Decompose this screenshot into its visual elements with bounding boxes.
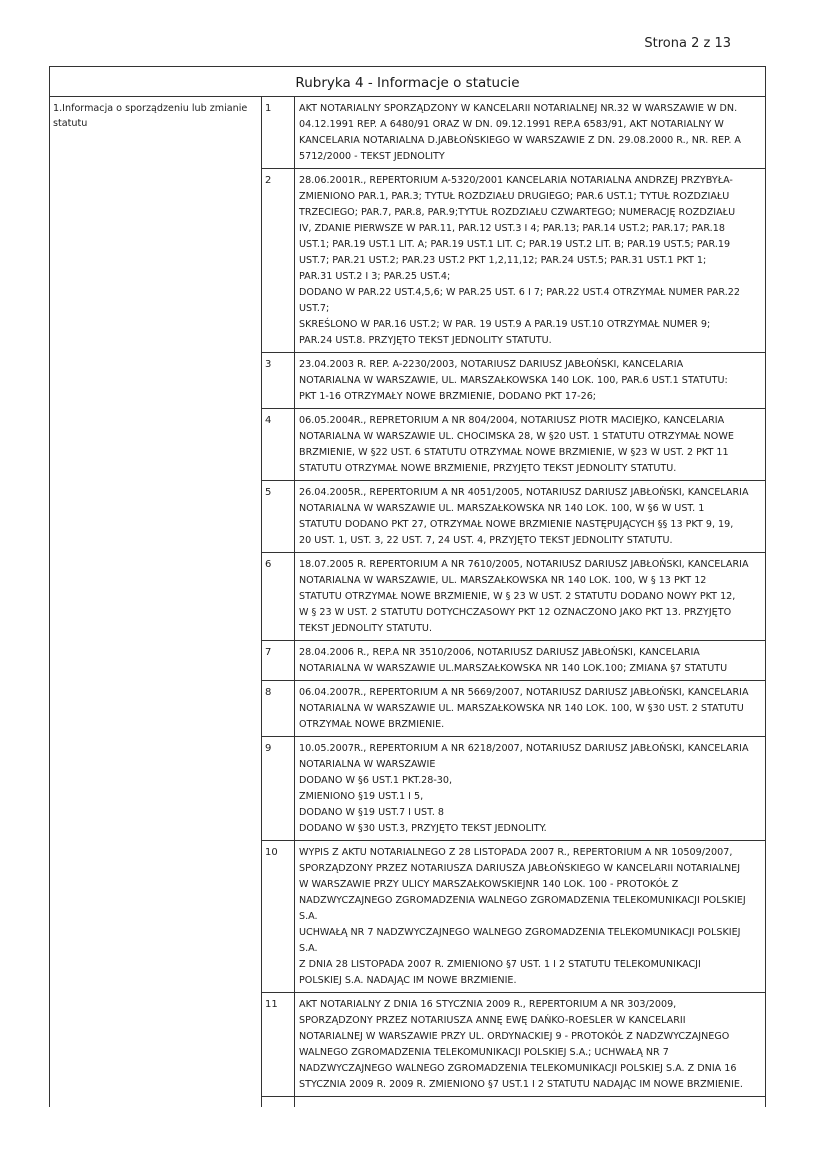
continuation-cell-text bbox=[295, 1097, 766, 1108]
field-label-line: statutu bbox=[53, 118, 88, 129]
entry-text-line: NADZWYCZAJNEGO ZGROMADZENIA WALNEGO ZGROMADZENIA TELEKOMUNIKACJI POLSKIEJ bbox=[299, 895, 746, 906]
entry-text-line: NOTARIALNA W WARSZAWIE UL. CHOCIMSKA 28, W §20 UST. 1 STATUTU OTRZYMAŁ NOWE bbox=[299, 431, 734, 442]
entry-text-line: IV, ZDANIE PIERWSZE W PAR.11, PAR.12 UST.3 I 4; PAR.13; PAR.14 UST.2; PAR.17; PAR.18 bbox=[299, 223, 725, 234]
entry-number: 8 bbox=[262, 681, 295, 737]
entry-text-line: NOTARIALNA W WARSZAWIE UL. MARSZAŁKOWSKA NR 140 LOK. 100, W §30 UST. 2 STATUTU bbox=[299, 703, 744, 714]
entry-text-line: DODANO W §6 UST.1 PKT.28-30, bbox=[299, 775, 453, 786]
entry-text-line: 04.12.1991 REP. A 6480/91 ORAZ W DN. 09.12.1991 REP.A 6583/91, AKT NOTARIALNY W bbox=[299, 119, 724, 130]
entry-text bbox=[295, 481, 766, 553]
entry-text-line: 18.07.2005 R. REPERTORIUM A NR 7610/2005, NOTARIUSZ DARIUSZ JABŁOŃSKI, KANCELARIA bbox=[299, 559, 749, 570]
field-label-line: 1.Informacja o sporządzeniu lub zmianie bbox=[53, 103, 248, 114]
entry-number: 4 bbox=[262, 409, 295, 481]
entry-text-line: 10.05.2007R., REPERTORIUM A NR 6218/2007, NOTARIUSZ DARIUSZ JABŁOŃSKI, KANCELARIA bbox=[299, 743, 749, 754]
entry-text-line: 06.04.2007R., REPERTORIUM A NR 5669/2007, NOTARIUSZ DARIUSZ JABŁOŃSKI, KANCELARIA bbox=[299, 687, 749, 698]
entry-number: 3 bbox=[262, 353, 295, 409]
entry-text-line: OTRZYMAŁ NOWE BRZMIENIE. bbox=[299, 719, 445, 730]
entry-text-line: UST.7; PAR.21 UST.2; PAR.23 UST.2 PKT 1,2,11,12; PAR.24 UST.5; PAR.31 UST.1 PKT 1; bbox=[299, 255, 707, 266]
entry-text bbox=[295, 97, 766, 169]
entry-text-line: ZMIENIONO §19 UST.1 I 5, bbox=[299, 791, 424, 802]
entry-text-line: PKT 1-16 OTRZYMAŁY NOWE BRZMIENIE, DODANO PKT 17-26; bbox=[299, 391, 597, 402]
entry-text bbox=[295, 841, 766, 993]
entry-text-line: DODANO W §30 UST.3, PRZYJĘTO TEKST JEDNOLITY. bbox=[299, 823, 547, 834]
entry-text-line: PAR.31 UST.2 I 3; PAR.25 UST.4; bbox=[299, 271, 451, 282]
entry-text-line: KANCELARIA NOTARIALNA D.JABŁOŃSKIEGO W WARSZAWIE Z DN. 29.08.2000 R., NR. REP. A bbox=[299, 135, 741, 146]
entry-text-line: POLSKIEJ S.A. NADAJĄC IM NOWE BRZMIENIE. bbox=[299, 975, 517, 986]
entry-text-line: STYCZNIA 2009 R. 2009 R. ZMIENIONO §7 UST.1 I 2 STATUTU NADAJĄC IM NOWE BRZMIENIE. bbox=[299, 1079, 743, 1090]
entry-text-line: NOTARIALNA W WARSZAWIE, UL. MARSZAŁKOWSKA NR 140 LOK. 100, W § 13 PKT 12 bbox=[299, 575, 707, 586]
entry-text-line: AKT NOTARIALNY SPORZĄDZONY W KANCELARII NOTARIALNEJ NR.32 W WARSZAWIE W DN. bbox=[299, 103, 738, 114]
entry-text-line: PAR.24 UST.8. PRZYJĘTO TEKST JEDNOLITY STATUTU. bbox=[299, 335, 552, 346]
entry-text-line: NADZWYCZAJNEGO WALNEGO ZGROMADZENIA TELEKOMUNIKACJI POLSKIEJ S.A. Z DNIA 16 bbox=[299, 1063, 737, 1074]
entry-text-line: 28.04.2006 R., REP.A NR 3510/2006, NOTARIUSZ DARIUSZ JABŁOŃSKI, KANCELARIA bbox=[299, 647, 700, 658]
entry-number: 6 bbox=[262, 553, 295, 641]
entry-text-line: S.A. bbox=[299, 911, 318, 922]
entry-text-line: UCHWAŁĄ NR 7 NADZWYCZAJNEGO WALNEGO ZGROMADZENIA TELEKOMUNIKACJI POLSKIEJ bbox=[299, 927, 741, 938]
entry-text-line: UST.1; PAR.19 UST.1 LIT. A; PAR.19 UST.1 LIT. C; PAR.19 UST.2 LIT. B; PAR.19 UST.5; PAR.19 bbox=[299, 239, 731, 250]
entry-text-line: NOTARIALNA W WARSZAWIE UL. MARSZAŁKOWSKA NR 140 LOK. 100, W §6 W UST. 1 bbox=[299, 503, 705, 514]
entry-text-line: 26.04.2005R., REPERTORIUM A NR 4051/2005, NOTARIUSZ DARIUSZ JABŁOŃSKI, KANCELARIA bbox=[299, 487, 749, 498]
entry-text-line: STATUTU OTRZYMAŁ NOWE BRZMIENIE, PRZYJĘTO TEKST JEDNOLITY STATUTU. bbox=[299, 463, 677, 474]
entry-text bbox=[295, 993, 766, 1097]
entry-number: 1 bbox=[262, 97, 295, 169]
entry-text-line: NOTARIALNEJ W WARSZAWIE PRZY UL. ORDYNACKIEJ 9 - PROTOKÓŁ Z NADZWYCZAJNEGO bbox=[299, 1031, 730, 1042]
entry-text-line: 5712/2000 - TEKST JEDNOLITY bbox=[299, 151, 445, 162]
field-label bbox=[50, 97, 262, 1108]
continuation-cell-num bbox=[262, 1097, 295, 1108]
entry-text-line: W § 23 W UST. 2 STATUTU DOTYCHCZASOWY PKT 12 OZNACZONO JAKO PKT 13. PRZYJĘTO bbox=[299, 607, 732, 618]
entry-text-line: Z DNIA 28 LISTOPADA 2007 R. ZMIENIONO §7 UST. 1 I 2 STATUTU TELEKOMUNIKACJI bbox=[299, 959, 701, 970]
entry-text-line: W WARSZAWIE PRZY ULICY MARSZAŁKOWSKIEJNR 140 LOK. 100 - PROTOKÓŁ Z bbox=[299, 879, 679, 890]
entry-number: 5 bbox=[262, 481, 295, 553]
entry-text-line: NOTARIALNA W WARSZAWIE bbox=[299, 759, 436, 770]
entry-text-line: TRZECIEGO; PAR.7, PAR.8, PAR.9;TYTUŁ ROZDZIAŁU CZWARTEGO; NUMERACJĘ ROZDZIAŁU bbox=[299, 207, 736, 218]
entry-text-line: SPORZĄDZONY PRZEZ NOTARIUSZA DARIUSZA JABŁOŃSKIEGO W KANCELARII NOTARIALNEJ bbox=[299, 863, 741, 874]
entry-text-line: 20 UST. 1, UST. 3, 22 UST. 7, 24 UST. 4, PRZYJĘTO TEKST JEDNOLITY STATUTU. bbox=[299, 535, 673, 546]
entry-text-line: S.A. bbox=[299, 943, 318, 954]
entry-number: 7 bbox=[262, 641, 295, 681]
entry-text bbox=[295, 641, 766, 681]
entry-text-line: STATUTU DODANO PKT 27, OTRZYMAŁ NOWE BRZMIENIE NASTĘPUJĄCYCH §§ 13 PKT 9, 19, bbox=[299, 519, 734, 530]
entry-text bbox=[295, 553, 766, 641]
entry-text-line: DODANO W §19 UST.7 I UST. 8 bbox=[299, 807, 445, 818]
entry-text bbox=[295, 409, 766, 481]
entry-text-line: SKREŚLONO W PAR.16 UST.2; W PAR. 19 UST.9 A PAR.19 UST.10 OTRZYMAŁ NUMER 9; bbox=[299, 319, 711, 330]
entry-text-line: SPORZĄDZONY PRZEZ NOTARIUSZA ANNĘ EWĘ DAŃKO-ROESLER W KANCELARII bbox=[299, 1015, 686, 1026]
entry-text-line: NOTARIALNA W WARSZAWIE, UL. MARSZAŁKOWSKA 140 LOK. 100, PAR.6 UST.1 STATUTU: bbox=[299, 375, 728, 386]
entry-text-line: BRZMIENIE, W §22 UST. 6 STATUTU OTRZYMAŁ NOWE BRZMIENIE, W §23 W UST. 2 PKT 11 bbox=[299, 447, 729, 458]
entry-text-line: WYPIS Z AKTU NOTARIALNEGO Z 28 LISTOPADA 2007 R., REPERTORIUM A NR 10509/2007, bbox=[299, 847, 733, 858]
entry-row bbox=[50, 97, 766, 169]
statute-info-table bbox=[49, 66, 766, 1107]
entry-text-line: ZMIENIONO PAR.1, PAR.3; TYTUŁ ROZDZIAŁU DRUGIEGO; PAR.6 UST.1; TYTUŁ ROZDZIAŁU bbox=[299, 191, 730, 202]
entry-text bbox=[295, 353, 766, 409]
entry-number: 10 bbox=[262, 841, 295, 993]
entry-text-line: WALNEGO ZGROMADZENIA TELEKOMUNIKACJI POLSKIEJ S.A.; UCHWAŁĄ NR 7 bbox=[299, 1047, 669, 1058]
entry-text-line: TEKST JEDNOLITY STATUTU. bbox=[299, 623, 432, 634]
page-number: Strona 2 z 13 bbox=[644, 36, 731, 51]
entry-text bbox=[295, 737, 766, 841]
entry-text-line: NOTARIALNA W WARSZAWIE UL.MARSZAŁKOWSKA NR 140 LOK.100; ZMIANA §7 STATUTU bbox=[299, 663, 728, 674]
entry-number: 9 bbox=[262, 737, 295, 841]
entry-text-line: DODANO W PAR.22 UST.4,5,6; W PAR.25 UST. 6 I 7; PAR.22 UST.4 OTRZYMAŁ NUMER PAR.22 bbox=[299, 287, 740, 298]
entry-number: 2 bbox=[262, 169, 295, 353]
section-header-row bbox=[50, 67, 766, 97]
entry-text-line: UST.7; bbox=[299, 303, 330, 314]
entry-text-line: STATUTU OTRZYMAŁ NOWE BRZMIENIE, W § 23 W UST. 2 STATUTU DODANO NOWY PKT 12, bbox=[299, 591, 736, 602]
entry-text bbox=[295, 681, 766, 737]
entry-number: 11 bbox=[262, 993, 295, 1097]
entry-text-line: 23.04.2003 R. REP. A-2230/2003, NOTARIUSZ DARIUSZ JABŁOŃSKI, KANCELARIA bbox=[299, 359, 684, 370]
entry-text-line: AKT NOTARIALNY Z DNIA 16 STYCZNIA 2009 R., REPERTORIUM A NR 303/2009, bbox=[299, 999, 677, 1010]
entry-text bbox=[295, 169, 766, 353]
entry-text-line: 06.05.2004R., REPRETORIUM A NR 804/2004, NOTARIUSZ PIOTR MACIEJKO, KANCELARIA bbox=[299, 415, 725, 426]
entry-text-line: 28.06.2001R., REPERTORIUM A-5320/2001 KANCELARIA NOTARIALNA ANDRZEJ PRZYBYŁA- bbox=[299, 175, 733, 186]
section-title: Rubryka 4 - Informacje o statucie bbox=[50, 67, 766, 97]
